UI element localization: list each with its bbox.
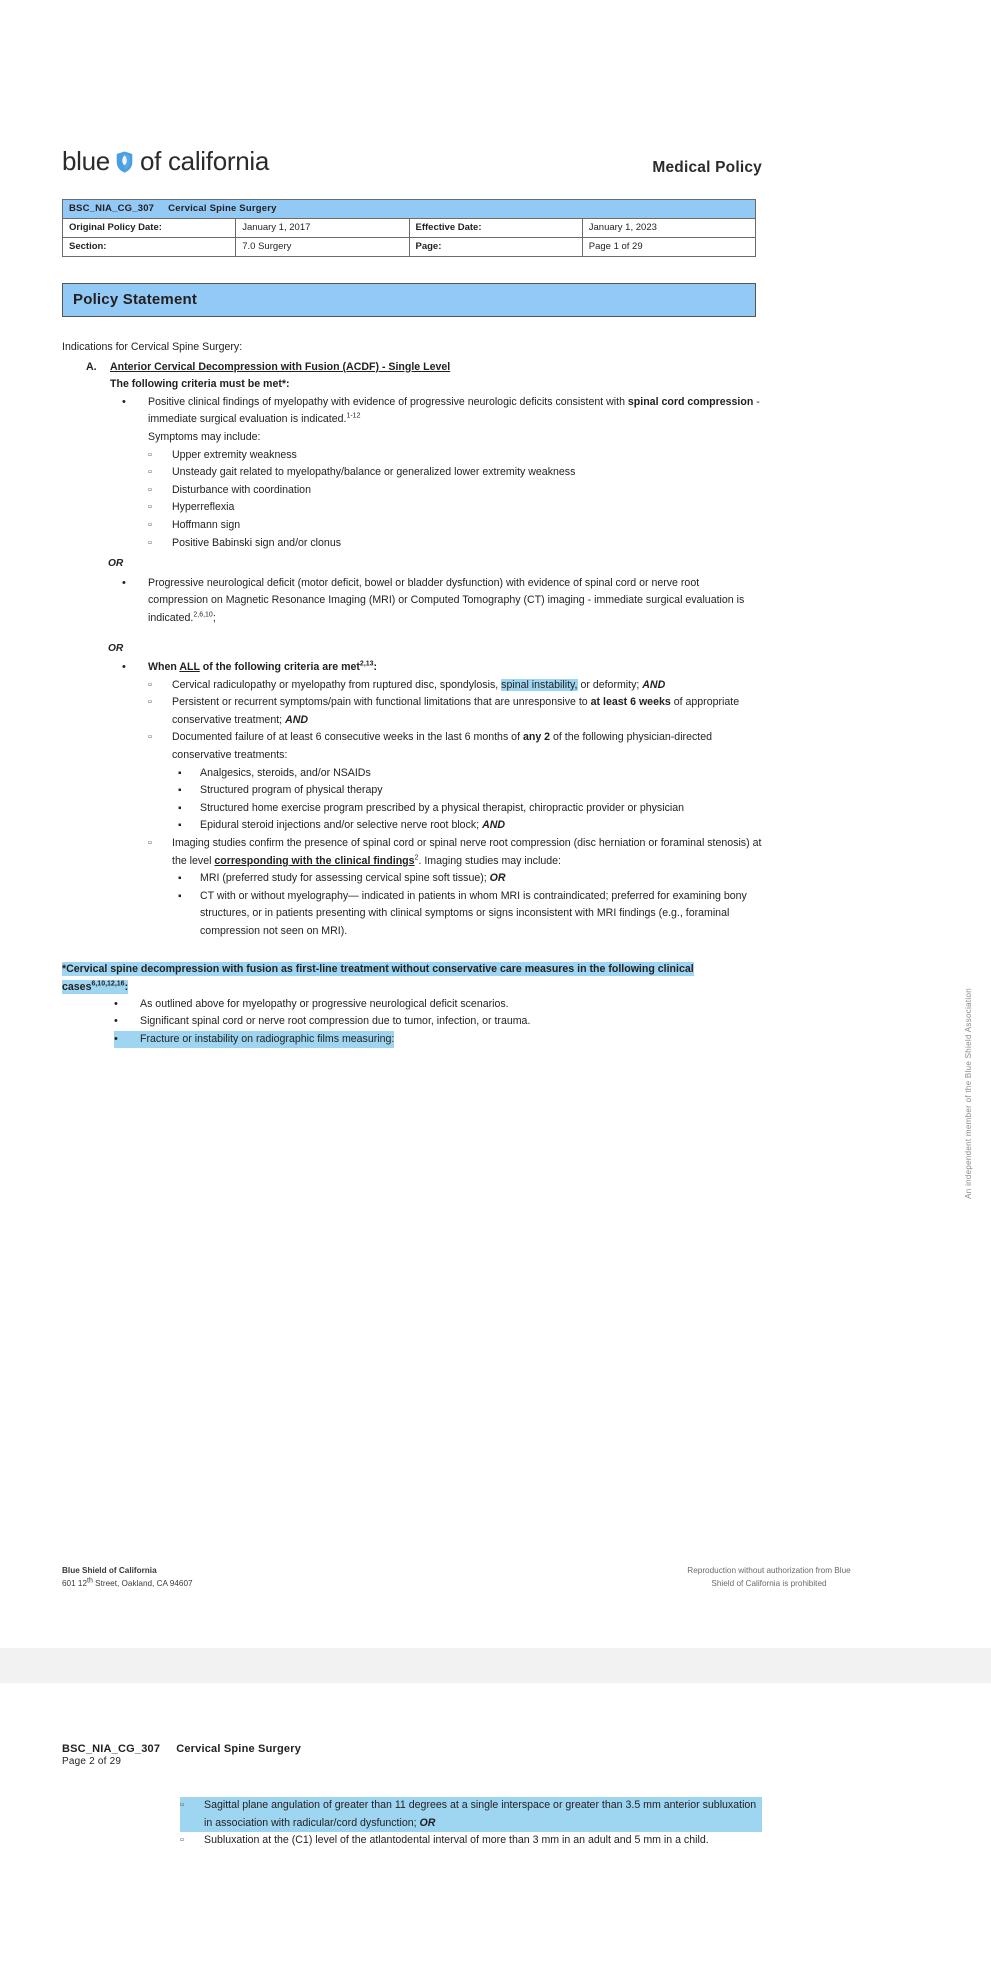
list-item — [122, 575, 762, 628]
treatment-item: Analgesics, steroids, and/or NSAIDs — [200, 766, 371, 779]
sub-bullet-marker — [148, 535, 172, 553]
footer-reproduction-notice — [609, 1564, 929, 1590]
list-item — [148, 447, 762, 465]
bullet3-pre: When — [148, 661, 180, 674]
sub-bullet-marker — [148, 835, 172, 870]
list-item — [114, 1031, 394, 1049]
policy-doc-title: Cervical Spine Surgery — [168, 203, 277, 214]
effective-date-value: January 1, 2023 — [582, 219, 755, 238]
bullet1-text-2: - immediate surgical evaluation is indicated. — [148, 395, 760, 426]
criterion1-pre: Cervical radiculopathy or myelopathy from ruptured disc, spondylosis, — [172, 678, 502, 691]
list-item — [148, 482, 762, 500]
footer-address: 601 12 — [62, 1579, 88, 1588]
star-bullet-text-highlighted: Fracture or instability on radiographic films measuring: — [140, 1032, 395, 1045]
list-item — [178, 870, 762, 888]
sub-bullet-marker — [148, 447, 172, 465]
or-separator-1: OR — [108, 558, 124, 570]
table-row — [63, 219, 756, 238]
bullet-marker — [122, 394, 148, 447]
bullet1-text-1: Positive clinical findings of myelopathy with evidence of progressive neurologic deficits consistent with — [148, 395, 628, 408]
bullet1-citation: 1-12 — [346, 412, 361, 420]
sub-bullet-marker — [148, 499, 172, 517]
list-item — [148, 517, 762, 535]
sub-bullet-marker — [148, 694, 172, 729]
page-gap — [0, 1648, 991, 1683]
sub-bullet-marker — [148, 729, 172, 764]
criterion1-and: AND — [642, 678, 666, 691]
section-a-title: Anterior Cervical Decompression with Fusion (ACDF) - Single Level — [110, 360, 451, 373]
section-value: 7.0 Surgery — [236, 238, 409, 257]
criterion4-citation: 2 — [414, 854, 419, 862]
criteria-intro: The following criteria must be met*: — [110, 378, 290, 391]
effective-date-label: Effective Date: — [409, 219, 582, 238]
list-item — [178, 765, 762, 783]
list-item — [178, 782, 762, 800]
sub-sub-bullet-marker — [178, 888, 200, 941]
list-item — [148, 535, 762, 553]
imaging-item-text: CT with or without myelography— indicated in patients in whom MRI is contraindicated; preferred for examining bony structures, or in patients presenting with clinical symptoms or signs inconsistent with MRI findings (e.g., foraminal compression not seen on MRI). — [200, 889, 747, 937]
page2-item-text: Sagittal plane angulation of greater than 11 degrees at a single interspace or greater than 3.5 mm anterior subluxation in association with radicular/cord dysfunction; — [204, 1799, 757, 1829]
bullet3-tail: : — [373, 661, 378, 674]
footer-company-block — [62, 1564, 193, 1590]
symptom-item: Unsteady gait related to myelopathy/balance or generalized lower extremity weakness — [172, 466, 576, 479]
bullet2-citation: 2,6,10 — [193, 611, 213, 619]
page2-item-or: OR — [419, 1816, 436, 1829]
treatment-item: Structured program of physical therapy — [200, 784, 383, 797]
bullet-marker — [114, 996, 140, 1014]
criterion2-post: of appropriate conservative treatment; — [172, 696, 740, 726]
criterion1-highlight: spinal instability, — [501, 678, 578, 691]
sub-bullet-marker — [148, 517, 172, 535]
list-item — [148, 677, 762, 695]
symptom-item: Hyperreflexia — [172, 501, 235, 514]
bullet-marker — [122, 659, 148, 677]
symptom-item: Positive Babinski sign and/or clonus — [172, 536, 342, 549]
shield-icon — [116, 151, 133, 173]
logo-text-of-california: of california — [139, 146, 270, 176]
bullet3-citation: 2,13 — [359, 660, 374, 668]
criterion2-and: AND — [285, 713, 309, 726]
policy-doc-id: BSC_NIA_CG_307 — [69, 203, 155, 214]
page2-doc-title: Cervical Spine Surgery — [176, 1743, 302, 1755]
treatment-last-and: AND — [482, 819, 506, 832]
document-page-1 — [0, 108, 991, 1648]
list-item — [114, 996, 762, 1014]
sub-bullet-marker — [148, 464, 172, 482]
original-policy-date-label: Original Policy Date: — [63, 219, 236, 238]
page-top-margin — [0, 0, 991, 108]
list-item — [114, 1013, 762, 1031]
list-item — [148, 464, 762, 482]
criterion1-post: or deformity; — [577, 678, 643, 691]
bullet1-bold: spinal cord compression — [627, 395, 754, 408]
medical-policy-label: Medical Policy — [652, 159, 762, 176]
page-label: Page: — [409, 238, 582, 257]
criterion4-underline: corresponding with the clinical findings — [214, 854, 415, 867]
symptom-item: Upper extremity weakness — [172, 448, 297, 461]
list-item — [178, 800, 762, 818]
criterion2-pre: Persistent or recurrent symptoms/pain with functional limitations that are unresponsive to — [172, 696, 591, 709]
star-note-citation: 6,10,12,16 — [91, 980, 125, 988]
bullet-marker — [122, 575, 148, 628]
or-separator-2: OR — [108, 642, 124, 654]
logo-text-blue: blue — [62, 146, 110, 176]
page2-header — [62, 1743, 762, 1767]
sub-bullet-marker — [180, 1797, 204, 1832]
list-item — [148, 499, 762, 517]
star-bullet-text: Significant spinal cord or nerve root compression due to tumor, infection, or trauma. — [140, 1015, 531, 1028]
policy-statement-banner: Policy Statement — [62, 283, 756, 317]
page-header-row — [62, 146, 762, 177]
sub-bullet-marker — [148, 482, 172, 500]
blue-shield-logo — [62, 146, 269, 177]
page2-page-number: Page 2 of 29 — [62, 1756, 122, 1767]
list-item — [180, 1832, 762, 1850]
section-a — [86, 359, 762, 394]
section-a-letter: A. — [86, 360, 97, 373]
list-item — [122, 659, 762, 677]
symptom-item: Hoffmann sign — [172, 518, 241, 531]
table-row — [63, 238, 756, 257]
treatment-item-last: Epidural steroid injections and/or selective nerve root block; — [200, 819, 483, 832]
sub-bullet-marker — [148, 677, 172, 695]
page2-body — [62, 1797, 762, 1850]
bullet3-post: of the following criteria are met — [199, 661, 360, 674]
imaging-item-text: MRI (preferred study for assessing cervical spine soft tissue); — [200, 872, 490, 885]
treatment-item: Structured home exercise program prescribed by a physical therapist, chiropractic provider or physician — [200, 801, 684, 814]
first-line-treatment-note — [62, 960, 762, 996]
list-item — [178, 888, 762, 941]
list-item — [148, 729, 762, 764]
original-policy-date-value: January 1, 2017 — [236, 219, 409, 238]
sub-sub-bullet-marker — [178, 765, 200, 783]
criterion3-post: of the following physician-directed conservative treatments: — [172, 731, 712, 762]
criterion3-pre: Documented failure of at least 6 consecutive weeks in the last 6 months of — [172, 731, 523, 744]
criterion3-bold: any 2 — [522, 731, 551, 744]
bullet2-text: Progressive neurological deficit (motor deficit, bowel or bladder dysfunction) with evidence of spinal cord or nerve root compression on Magnetic Resonance Imaging (MRI) or Computed Tomography (CT) imaging - immediate surgical evaluation is indicated. — [148, 576, 745, 624]
footer-reproduction-line1: Reproduction without authorization from Blue — [687, 1566, 851, 1575]
footer-address-rest: Street, Oakland, CA 94607 — [92, 1579, 193, 1588]
policy-body — [62, 339, 762, 1048]
section-label: Section: — [63, 238, 236, 257]
sub-bullet-marker — [180, 1832, 204, 1850]
star-bullet-text: As outlined above for myelopathy or progressive neurological deficit scenarios. — [140, 997, 509, 1010]
imaging-item-or: OR — [489, 872, 506, 885]
list-item — [122, 394, 762, 447]
symptom-item: Disturbance with coordination — [172, 483, 311, 496]
sub-sub-bullet-marker — [178, 782, 200, 800]
table-row-title — [63, 200, 756, 219]
list-item — [148, 835, 762, 870]
list-item — [148, 694, 762, 729]
sub-sub-bullet-marker — [178, 800, 200, 818]
bullet2-tail: ; — [212, 611, 216, 624]
bullet-marker — [114, 1013, 140, 1031]
page2-doc-id: BSC_NIA_CG_307 — [62, 1743, 161, 1755]
bullet-marker — [114, 1031, 140, 1049]
bullet3-all: ALL — [179, 661, 200, 674]
footer-company-name: Blue Shield of California — [62, 1566, 157, 1575]
footer-address-sup: th — [87, 1577, 93, 1585]
criterion4-pre: Imaging studies confirm the presence of spinal cord or spinal nerve root compression (disc herniation or foraminal stenosis) at the level — [172, 837, 762, 867]
indications-lead: Indications for Cervical Spine Surgery: — [62, 341, 243, 353]
criterion2-bold: at least 6 weeks — [590, 696, 671, 709]
page2-item-text: Subluxation at the (C1) level of the atlantodental interval of more than 3 mm in an adult and 5 mm in a child. — [204, 1834, 709, 1847]
star-note-text: *Cervical spine decompression with fusion as first-line treatment without conservative care measures in the following clinical cases — [62, 962, 694, 993]
criterion4-post: . Imaging studies may include: — [418, 854, 561, 867]
list-item — [180, 1797, 762, 1832]
page-value: Page 1 of 29 — [582, 238, 755, 257]
document-page-2 — [0, 1683, 991, 1983]
symptoms-intro: Symptoms may include: — [148, 430, 261, 443]
page-footer — [62, 1564, 929, 1590]
independent-member-note: An independent member of the Blue Shield Association — [964, 988, 973, 1199]
sub-sub-bullet-marker — [178, 870, 200, 888]
footer-reproduction-line2: Shield of California is prohibited — [711, 1579, 827, 1588]
star-note-tail: : — [124, 980, 129, 993]
list-item — [178, 817, 762, 835]
sub-sub-bullet-marker — [178, 817, 200, 835]
policy-header-table — [62, 199, 756, 257]
